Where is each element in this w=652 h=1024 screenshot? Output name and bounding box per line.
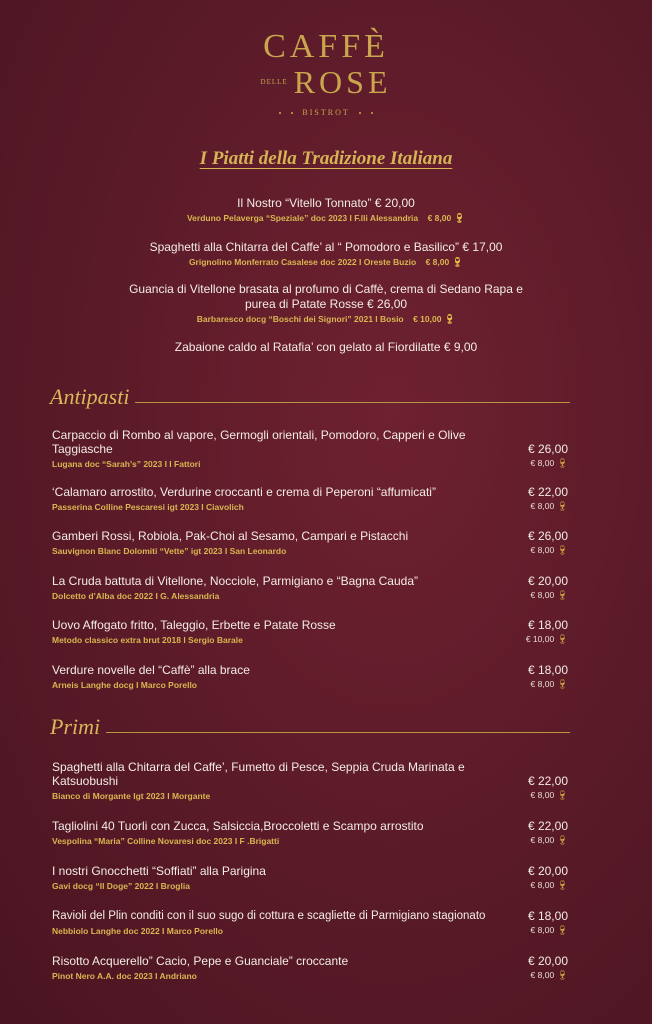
wine-pairing: Nebbiolo Langhe doc 2022 I Marco Porello [52, 926, 223, 936]
menu-item [52, 864, 568, 891]
menu-item [52, 574, 568, 601]
dish-name: I nostri Gnocchetti “Soffiati” alla Parigina [52, 864, 266, 878]
wine-pairing: Bianco di Morgante Igt 2023 I Morgante [52, 791, 211, 801]
dish-name: Zabaione caldo al Ratafia’ con gelato al Fiordilatte € 9,00 [174, 340, 478, 354]
dish-name: Spaghetti alla Chitarra del Caffe’, Fumetto di Pesce, Seppia Cruda Marinata e Katsuobushi [52, 760, 465, 788]
wine-pairing: Sauvignon Blanc Dolomiti “Vette” igt 2023 I San Leonardo [52, 546, 287, 556]
menu-item [52, 954, 568, 981]
wine-pairing: Lugana doc “Sarah’s” 2023 I I Fattori [52, 459, 201, 469]
menu-item [52, 485, 568, 512]
dish-price: € 22,00 [527, 819, 568, 833]
wine-pairing: Grignolino Monferrato Casalese doc 2022 I Oreste Buzio € 8,00 🍷︎ [188, 257, 464, 267]
wine-pairing: Gavi docg “Il Doge” 2022 I Broglia [52, 881, 190, 891]
glass-price: € 8,00 🍷︎ [530, 925, 568, 935]
menu-item [52, 909, 568, 936]
wine-pairing: Verduno Pelaverga “Speziale” doc 2023 I F.lli Alessandria € 8,00 🍷︎ [186, 213, 466, 223]
wine-glass-icon: 🍷︎ [556, 835, 568, 845]
dish-price: € 20,00 [527, 954, 568, 968]
glass-price: € 8,00 🍷︎ [530, 590, 568, 600]
wine-glass-icon: 🍷︎ [556, 458, 568, 468]
menu-item [52, 819, 568, 846]
wine-pairing: Pinot Nero A.A. doc 2023 I Andriano [52, 971, 197, 981]
wine-glass-icon: 🍷︎ [556, 880, 568, 890]
dish-price: € 18,00 [527, 618, 568, 632]
glass-price: € 8,00 🍷︎ [530, 458, 568, 468]
wine-glass-icon: 🍷︎ [556, 679, 568, 689]
dish-price: € 26,00 [527, 442, 568, 456]
logo-caffe: CAFFÈ [263, 28, 389, 65]
glass-price: € 8,00 🍷︎ [530, 501, 568, 511]
wine-glass-icon: 🍷︎ [556, 790, 568, 800]
logo-delle: DELLE [260, 78, 288, 86]
trad-item [120, 282, 532, 325]
wine-pairing: Arneis Langhe docg I Marco Porello [52, 680, 197, 690]
wine-pairing: Vespolina “Maria” Colline Novaresi doc 2023 I F .Brigatti [52, 836, 280, 846]
trad-item [60, 240, 592, 268]
glass-price: € 8,00 🍷︎ [530, 880, 568, 890]
wine-glass-icon: 🍷︎ [443, 314, 456, 324]
dish-name: Guancia di Vitellone brasata al profumo di Caffè, crema di Sedano Rapa e purea di Patate Rosse € 26,00 [129, 282, 523, 311]
dish-price: € 26,00 [527, 529, 568, 543]
section-title-antipasti: Antipasti [50, 384, 570, 410]
trad-item [60, 196, 592, 224]
menu-item [52, 428, 568, 469]
dish-price: € 22,00 [527, 774, 568, 788]
glass-price: € 8,00 🍷︎ [530, 970, 568, 980]
dish-price: € 18,00 [527, 909, 568, 923]
section-title-tradizione: I Piatti della Tradizione Italiana [199, 148, 453, 169]
glass-price: € 8,00 🍷︎ [530, 679, 568, 689]
menu-item [52, 618, 568, 645]
wine-glass-icon: 🍷︎ [556, 634, 568, 644]
dish-name: Tagliolini 40 Tuorli con Zucca, Salsiccia,Broccoletti e Scampo arrostito [52, 819, 424, 833]
dish-price: € 20,00 [527, 864, 568, 878]
wine-pairing: Dolcetto d’Alba doc 2022 I G. Alessandria [52, 591, 220, 601]
dish-price: € 22,00 [527, 485, 568, 499]
wine-glass-icon: 🍷︎ [453, 213, 466, 223]
glass-price: € 8,00 🍷︎ [530, 545, 568, 555]
menu-item [52, 663, 568, 690]
dish-name: ‘Calamaro arrostito, Verdurine croccanti e crema di Peperoni “affumicati” [52, 485, 436, 499]
dish-name: Risotto Acquerello” Cacio, Pepe e Guanciale” croccante [52, 954, 349, 968]
glass-price: € 10,00 🍷︎ [525, 634, 568, 644]
dish-name: Gamberi Rossi, Robiola, Pak-Choi al Sesamo, Campari e Pistacchi [52, 529, 409, 543]
logo-rose: ROSE [293, 64, 392, 100]
dish-name: Uovo Affogato fritto, Taleggio, Erbette e Patate Rosse [52, 618, 336, 632]
wine-pairing: Metodo classico extra brut 2018 I Sergio Barale [52, 635, 243, 645]
wine-glass-icon: 🍷︎ [556, 501, 568, 511]
dish-name: Spaghetti alla Chitarra del Caffe’ al “ Pomodoro e Basilico” € 17,00 [149, 240, 503, 254]
dish-name: La Cruda battuta di Vitellone, Nocciole, Parmigiano e “Bagna Cauda” [52, 574, 418, 588]
menu-item [52, 760, 568, 801]
menu-item [52, 529, 568, 556]
glass-price: € 8,00 🍷︎ [530, 790, 568, 800]
wine-pairing: Barbaresco docg “Boschi dei Signori” 2021 I Bosio € 10,00 🍷︎ [196, 314, 456, 324]
restaurant-logo [0, 30, 652, 117]
dish-name: Ravioli del Plin conditi con il suo sugo di cottura e scagliette di Parmigiano stagionato [52, 910, 486, 922]
dish-name: Verdure novelle del “Caffè” alla brace [52, 663, 250, 677]
wine-glass-icon: 🍷︎ [556, 970, 568, 980]
section-title-primi: Primi [50, 714, 570, 740]
wine-glass-icon: 🍷︎ [556, 590, 568, 600]
logo-bistrot: BISTROT [0, 108, 652, 117]
wine-glass-icon: 🍷︎ [556, 925, 568, 935]
wine-glass-icon: 🍷︎ [556, 545, 568, 555]
wine-pairing: Passerina Colline Pescaresi igt 2023 I Ciavolich [52, 502, 244, 512]
dish-name: Il Nostro “Vitello Tonnato” € 20,00 [237, 196, 415, 210]
dish-price: € 20,00 [527, 574, 568, 588]
glass-price: € 8,00 🍷︎ [530, 835, 568, 845]
dish-name: Carpaccio di Rombo al vapore, Germogli orientali, Pomodoro, Capperi e Olive Taggiasche [52, 428, 466, 456]
trad-item [60, 340, 592, 355]
wine-glass-icon: 🍷︎ [451, 257, 464, 267]
dish-price: € 18,00 [527, 663, 568, 677]
